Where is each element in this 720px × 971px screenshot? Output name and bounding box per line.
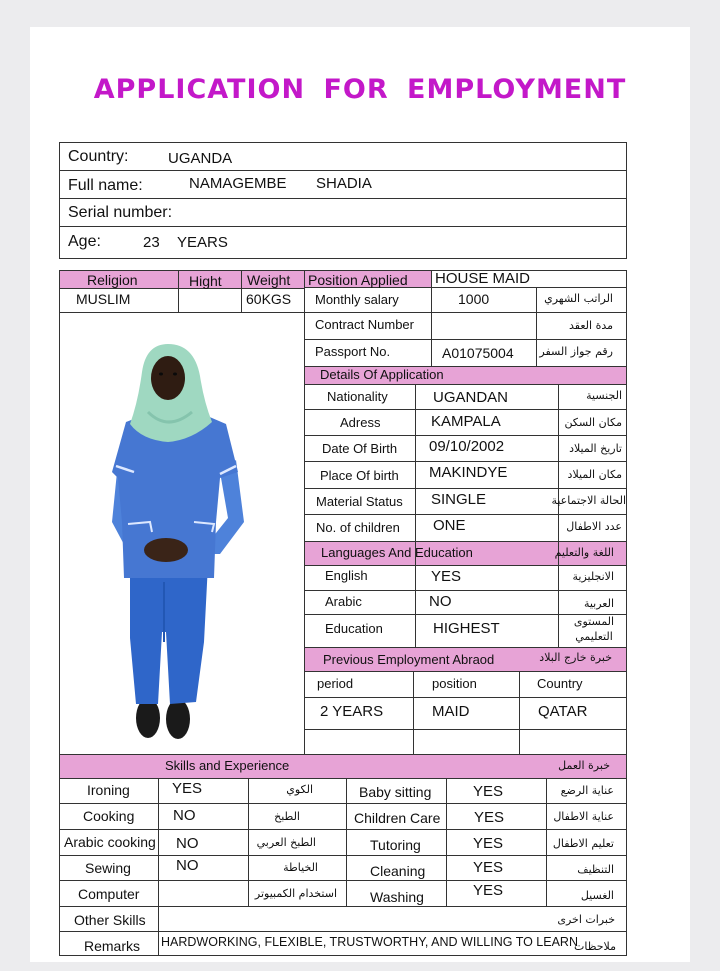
religion-label: Religion bbox=[87, 272, 138, 288]
skill-arabic: الغسيل bbox=[580, 889, 614, 902]
skill-label: Sewing bbox=[85, 860, 131, 876]
detail-value: UGANDAN bbox=[433, 389, 509, 406]
skills-heading: Skills and Experience bbox=[165, 758, 290, 773]
languages-heading-arabic: اللغة والتعليم bbox=[554, 546, 614, 559]
detail-label: Nationality bbox=[327, 389, 388, 404]
skill-label: Ironing bbox=[87, 782, 130, 798]
skill-value: YES bbox=[473, 835, 504, 852]
skill-arabic: عناية الاطفال bbox=[553, 810, 614, 823]
contract-arabic: مدة العقد bbox=[569, 319, 613, 332]
age-unit: YEARS bbox=[177, 234, 228, 251]
detail-arabic: عدد الاطفال bbox=[566, 520, 622, 533]
contract-label: Passport No. bbox=[315, 344, 391, 359]
languages-heading: Languages And Education bbox=[321, 545, 473, 560]
skill-value: NO bbox=[176, 857, 199, 874]
skill-value: YES bbox=[473, 882, 504, 899]
language-arabic: الانجليزية bbox=[572, 570, 614, 583]
other-skills-label: Other Skills bbox=[74, 912, 146, 928]
skill-value: YES bbox=[172, 780, 203, 797]
skill-arabic: عناية الرضع bbox=[560, 784, 614, 797]
details-heading: Details Of Application bbox=[320, 367, 444, 382]
skill-value: NO bbox=[176, 835, 199, 852]
detail-arabic: الحالة الاجتماعية bbox=[551, 494, 626, 507]
detail-arabic: تاريخ الميلاد bbox=[569, 442, 622, 455]
skill-label: Computer bbox=[78, 886, 140, 902]
skill-label: Children Care bbox=[354, 810, 441, 826]
skill-label: Arabic cooking bbox=[64, 834, 156, 850]
detail-value: ONE bbox=[433, 517, 466, 534]
employment-col-period: period bbox=[317, 676, 354, 691]
contract-arabic: رقم جواز السفر bbox=[539, 345, 613, 358]
skill-arabic: الخياطة bbox=[283, 861, 318, 874]
skill-label: Tutoring bbox=[370, 837, 421, 853]
applicant-photo bbox=[108, 342, 248, 744]
skill-value: NO bbox=[173, 807, 196, 824]
detail-arabic: مكان الميلاد bbox=[567, 468, 622, 481]
language-value: YES bbox=[431, 568, 462, 585]
height-label: Hight bbox=[189, 273, 222, 289]
contract-value: A01075004 bbox=[442, 345, 514, 361]
contract-arabic: الراتب الشهري bbox=[544, 292, 613, 305]
skill-value: YES bbox=[473, 859, 504, 876]
fullname-label: Full name: bbox=[68, 177, 143, 194]
religion-value: MUSLIM bbox=[76, 291, 131, 307]
language-value: NO bbox=[429, 593, 452, 610]
page-title: APPLICATION FOR EMPLOYMENT bbox=[93, 74, 627, 105]
detail-value: MAKINDYE bbox=[429, 464, 508, 481]
skill-arabic: استخدام الكمبيوتر bbox=[254, 887, 337, 900]
skill-label: Washing bbox=[370, 889, 424, 905]
country-value: UGANDA bbox=[168, 150, 233, 167]
detail-arabic: مكان السكن bbox=[564, 416, 622, 429]
country-label: Country: bbox=[68, 148, 129, 165]
skill-value: YES bbox=[473, 783, 504, 800]
contract-value: 1000 bbox=[458, 291, 490, 307]
other-skills-arabic: خبرات اخرى bbox=[557, 913, 615, 926]
employment-heading: Previous Employment Abraod bbox=[323, 652, 495, 667]
detail-label: Place Of birth bbox=[320, 468, 399, 483]
detail-value: 09/10/2002 bbox=[429, 438, 505, 455]
detail-value: KAMPALA bbox=[431, 413, 501, 430]
skill-arabic: الطبخ العربي bbox=[256, 836, 316, 849]
skill-arabic: الطبخ bbox=[274, 810, 300, 823]
detail-label: No. of children bbox=[316, 520, 400, 535]
skill-arabic: التنظيف bbox=[577, 863, 614, 876]
remarks-label: Remarks bbox=[84, 938, 141, 954]
age-label: Age: bbox=[68, 233, 101, 250]
employment-heading-arabic: خبرة خارج البلاد bbox=[539, 651, 612, 664]
skills-heading-arabic: خبرة العمل bbox=[558, 759, 610, 772]
detail-value: SINGLE bbox=[431, 491, 487, 508]
position-value: HOUSE MAID bbox=[435, 270, 531, 287]
position-label: Position Applied bbox=[308, 272, 408, 288]
fullname-last: SHADIA bbox=[316, 175, 372, 192]
language-label: English bbox=[325, 568, 368, 583]
contract-label: Contract Number bbox=[315, 317, 414, 332]
employment-col-country: Country bbox=[537, 676, 583, 691]
skill-label: Cleaning bbox=[370, 863, 426, 879]
remarks-value: HARDWORKING, FLEXIBLE, TRUSTWORTHY, AND WILLING TO LEARN bbox=[161, 935, 578, 949]
remarks-arabic: ملاحظات bbox=[574, 940, 616, 953]
weight-label: Weight bbox=[247, 272, 291, 288]
skill-arabic: الكوي bbox=[286, 783, 313, 796]
age-value: 23 bbox=[143, 234, 160, 251]
employment-position: MAID bbox=[432, 703, 470, 720]
skill-arabic: تعليم الاطفال bbox=[552, 837, 614, 850]
language-arabic: المستوى التعليمي bbox=[573, 615, 615, 643]
language-label: Education bbox=[325, 621, 383, 636]
employment-col-position: position bbox=[432, 676, 477, 691]
employment-country: QATAR bbox=[538, 703, 588, 720]
skill-label: Cooking bbox=[83, 808, 135, 824]
language-arabic: العربية bbox=[583, 597, 614, 610]
employment-period: 2 YEARS bbox=[320, 703, 384, 720]
language-value: HIGHEST bbox=[433, 620, 500, 637]
fullname-first: NAMAGEMBE bbox=[189, 175, 287, 192]
detail-label: Material Status bbox=[316, 494, 403, 509]
detail-arabic: الجنسية bbox=[586, 389, 622, 402]
detail-label: Date Of Birth bbox=[322, 441, 398, 456]
language-label: Arabic bbox=[325, 594, 362, 609]
skill-value: YES bbox=[474, 809, 505, 826]
weight-value: 60KGS bbox=[246, 291, 292, 307]
contract-label: Monthly salary bbox=[315, 292, 399, 307]
skill-label: Baby sitting bbox=[359, 784, 432, 800]
detail-label: Adress bbox=[340, 415, 381, 430]
serial-label: Serial number: bbox=[68, 204, 173, 221]
